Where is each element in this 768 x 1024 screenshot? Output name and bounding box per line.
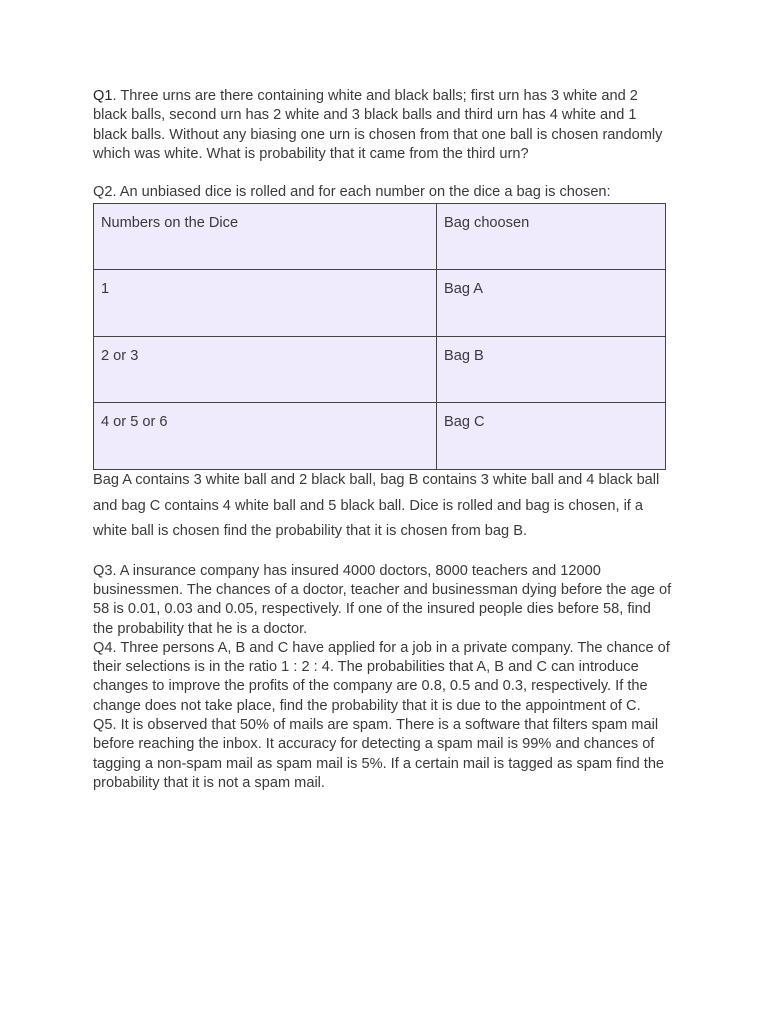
dice-bag-table bbox=[93, 203, 666, 470]
question-4: Q4. Three persons A, B and C have applied for a job in a private company. The chance of their selections is in the ratio 1 : 2 : 4. The probabilities that A, B and C can introduce changes to improve the profits of the company are 0.8, 0.5 and 0.3, respectively. If the change does not take place, find the probability that it is due to the appointment of C. bbox=[93, 639, 670, 714]
table-header-cell: Bag choosen bbox=[437, 204, 666, 270]
question-1-text: . Three urns are there containing white and black balls; first urn has 3 white and 2 black balls, second urn has 2 white and 3 black balls and third urn has 4 white and 1 black balls. Without any biasing one urn is chosen from that one ball is chosen randomly which was white. What is probability that it came from the third urn? bbox=[93, 88, 663, 162]
question-1 bbox=[93, 87, 673, 164]
table-row bbox=[94, 337, 666, 403]
table-cell: 2 or 3 bbox=[94, 337, 437, 403]
question-2-text: Bag A contains 3 white ball and 2 black ball, bag B contains 3 white ball and 4 black ball and bag C contains 4 white ball and 5 black ball. Dice is rolled and bag is chosen, if a white ball is chosen find the probability that it is chosen from bag B. bbox=[93, 472, 660, 540]
table-row bbox=[94, 403, 666, 470]
table-cell: 1 bbox=[94, 270, 437, 337]
table-cell: Bag C bbox=[437, 403, 666, 470]
question-2-intro: Q2. An unbiased dice is rolled and for each number on the dice a bag is chosen: bbox=[93, 184, 611, 201]
table-cell: Bag B bbox=[437, 337, 666, 403]
table-row bbox=[94, 270, 666, 337]
question-1-label: Q1 bbox=[93, 88, 113, 104]
table-header-cell: Numbers on the Dice bbox=[94, 204, 437, 270]
question-3: Q3. A insurance company has insured 4000 doctors, 8000 teachers and 12000 businessmen. The chances of a doctor, teacher and businessman dying before the age of 58 is 0.01, 0.03 and 0.05, respectively. If one of the insured people dies before 58, find the probability that he is a doctor. bbox=[93, 562, 672, 637]
question-5: Q5. It is observed that 50% of mails are spam. There is a software that filters spam mail before reaching the inbox. It accuracy for detecting a spam mail is 99% and chances of tagging a non-spam mail as spam mail is 5%. If a certain mail is tagged as spam find the probability that it is not a spam mail. bbox=[93, 717, 665, 791]
table-cell: 4 or 5 or 6 bbox=[94, 403, 437, 470]
document-page bbox=[93, 87, 673, 793]
table-cell: Bag A bbox=[437, 270, 666, 337]
table-header-row bbox=[94, 204, 666, 270]
